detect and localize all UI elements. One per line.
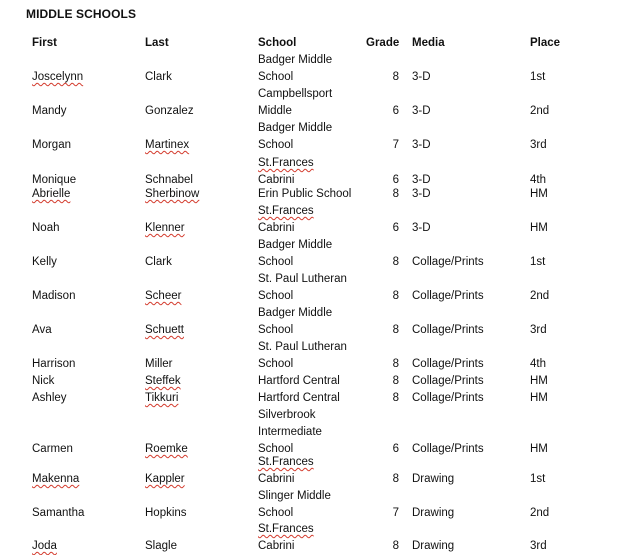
cell-last: Miller: [145, 358, 173, 370]
cell-grade: 8: [392, 256, 399, 268]
school-line: Badger Middle: [258, 239, 333, 251]
cell-media: 3-D: [412, 174, 431, 186]
school-line: St. Paul Lutheran: [258, 341, 347, 353]
cell-place: 3rd: [530, 139, 547, 151]
cell-media: Collage/Prints: [412, 375, 484, 387]
school-line: Cabrini: [258, 473, 295, 485]
cell-media: 3-D: [412, 222, 431, 234]
school-line: Campbellsport: [258, 88, 333, 100]
cell-last: Sherbinow: [145, 188, 200, 200]
header-media: Media: [412, 37, 445, 49]
school-line: Middle: [258, 105, 292, 117]
cell-place: 3rd: [530, 324, 547, 336]
cell-school: [258, 186, 351, 203]
cell-first: Carmen: [32, 443, 73, 455]
school-line: Badger Middle: [258, 307, 333, 319]
cell-media: Collage/Prints: [412, 256, 484, 268]
cell-school: [258, 390, 340, 407]
cell-first: Abrielle: [32, 188, 71, 200]
cell-last: Gonzalez: [145, 105, 194, 117]
cell-place: HM: [530, 392, 548, 404]
cell-grade: 6: [392, 174, 399, 186]
cell-school: [258, 237, 332, 271]
cell-place: HM: [530, 443, 548, 455]
cell-media: 3-D: [412, 139, 431, 151]
cell-place: 1st: [530, 473, 546, 485]
cell-grade: 6: [392, 222, 399, 234]
cell-last: Slagle: [145, 540, 177, 552]
cell-school: [258, 305, 332, 339]
cell-place: 2nd: [530, 105, 550, 117]
header-last: Last: [145, 37, 169, 49]
cell-grade: 8: [392, 473, 399, 485]
cell-first: Joda: [32, 540, 57, 552]
cell-last: Schnabel: [145, 174, 193, 186]
school-line: School: [258, 256, 294, 268]
page-title: MIDDLE SCHOOLS: [26, 7, 137, 21]
cell-last: Roemke: [145, 443, 188, 455]
cell-first: Nick: [32, 375, 55, 387]
school-line: Slinger Middle: [258, 490, 331, 502]
cell-place: HM: [530, 222, 548, 234]
cell-first: Makenna: [32, 473, 80, 485]
school-line: School: [258, 71, 294, 83]
header-school: School: [258, 37, 297, 49]
cell-media: Drawing: [412, 507, 455, 519]
cell-first: Ava: [32, 324, 52, 336]
cell-place: HM: [530, 188, 548, 200]
school-line: Badger Middle: [258, 122, 333, 134]
cell-place: 1st: [530, 256, 546, 268]
cell-place: 3rd: [530, 540, 547, 552]
cell-last: Tikkuri: [145, 392, 179, 404]
school-line: St. Paul Lutheran: [258, 273, 347, 285]
cell-last: Hopkins: [145, 507, 187, 519]
cell-first: Kelly: [32, 256, 57, 268]
cell-place: 2nd: [530, 507, 550, 519]
cell-last: Scheer: [145, 290, 182, 302]
cell-last: Martinex: [145, 139, 190, 151]
cell-media: Collage/Prints: [412, 443, 484, 455]
cell-first: Ashley: [32, 392, 67, 404]
cell-first: Samantha: [32, 507, 85, 519]
cell-school: [258, 52, 332, 86]
cell-first: Joscelynn: [32, 71, 84, 83]
cell-last: Clark: [145, 71, 172, 83]
cell-media: 3-D: [412, 105, 431, 117]
cell-media: 3-D: [412, 188, 431, 200]
cell-media: Collage/Prints: [412, 392, 484, 404]
cell-grade: 6: [392, 105, 399, 117]
school-line: School: [258, 443, 294, 455]
cell-place: HM: [530, 375, 548, 387]
school-line: Cabrini: [258, 174, 295, 186]
cell-grade: 8: [392, 392, 399, 404]
cell-place: 1st: [530, 71, 546, 83]
cell-school: [258, 86, 332, 120]
cell-grade: 8: [392, 324, 399, 336]
cell-last: Steffek: [145, 375, 181, 387]
school-line: School: [258, 324, 294, 336]
cell-place: 2nd: [530, 290, 550, 302]
cell-grade: 8: [392, 71, 399, 83]
school-line: School: [258, 139, 294, 151]
cell-school: [258, 120, 332, 154]
school-line: St.Frances: [258, 157, 314, 169]
school-line: Hartford Central: [258, 375, 340, 387]
cell-grade: 8: [392, 188, 399, 200]
school-line: Cabrini: [258, 540, 295, 552]
cell-media: Drawing: [412, 540, 455, 552]
cell-school: [258, 454, 314, 488]
cell-first: Morgan: [32, 139, 71, 151]
cell-first: Noah: [32, 222, 60, 234]
cell-media: Collage/Prints: [412, 358, 484, 370]
cell-media: Collage/Prints: [412, 324, 484, 336]
school-line: St.Frances: [258, 456, 314, 468]
school-line: Cabrini: [258, 222, 295, 234]
cell-school: [258, 373, 340, 390]
cell-first: Mandy: [32, 105, 67, 117]
cell-grade: 7: [392, 507, 399, 519]
cell-place: 4th: [530, 358, 546, 370]
cell-media: 3-D: [412, 71, 431, 83]
cell-school: [258, 155, 314, 189]
cell-last: Kappler: [145, 473, 185, 485]
school-line: School: [258, 507, 294, 519]
header-place: Place: [530, 37, 561, 49]
cell-school: [258, 203, 314, 237]
cell-last: Clark: [145, 256, 172, 268]
cell-grade: 6: [392, 443, 399, 455]
cell-first: Monique: [32, 174, 77, 186]
cell-school: [258, 521, 314, 555]
cell-grade: 8: [392, 358, 399, 370]
school-line: School: [258, 290, 294, 302]
cell-grade: 7: [392, 139, 399, 151]
header-first: First: [32, 37, 57, 49]
cell-last: Klenner: [145, 222, 185, 234]
cell-media: Collage/Prints: [412, 290, 484, 302]
cell-school: [258, 407, 322, 458]
cell-grade: 8: [392, 540, 399, 552]
school-line: Hartford Central: [258, 392, 340, 404]
header-grade: Grade: [366, 37, 400, 49]
school-line: Intermediate: [258, 426, 322, 438]
cell-school: [258, 271, 347, 305]
school-line: Erin Public School: [258, 188, 352, 200]
cell-last: Schuett: [145, 324, 184, 336]
cell-place: 4th: [530, 174, 546, 186]
school-line: Silverbrook: [258, 409, 316, 421]
school-line: Badger Middle: [258, 54, 333, 66]
cell-grade: 8: [392, 375, 399, 387]
cell-grade: 8: [392, 290, 399, 302]
school-line: School: [258, 358, 294, 370]
school-line: St.Frances: [258, 205, 314, 217]
cell-school: [258, 488, 331, 522]
cell-first: Madison: [32, 290, 76, 302]
cell-media: Drawing: [412, 473, 455, 485]
cell-school: [258, 339, 347, 373]
cell-first: Harrison: [32, 358, 76, 370]
school-line: St.Frances: [258, 523, 314, 535]
